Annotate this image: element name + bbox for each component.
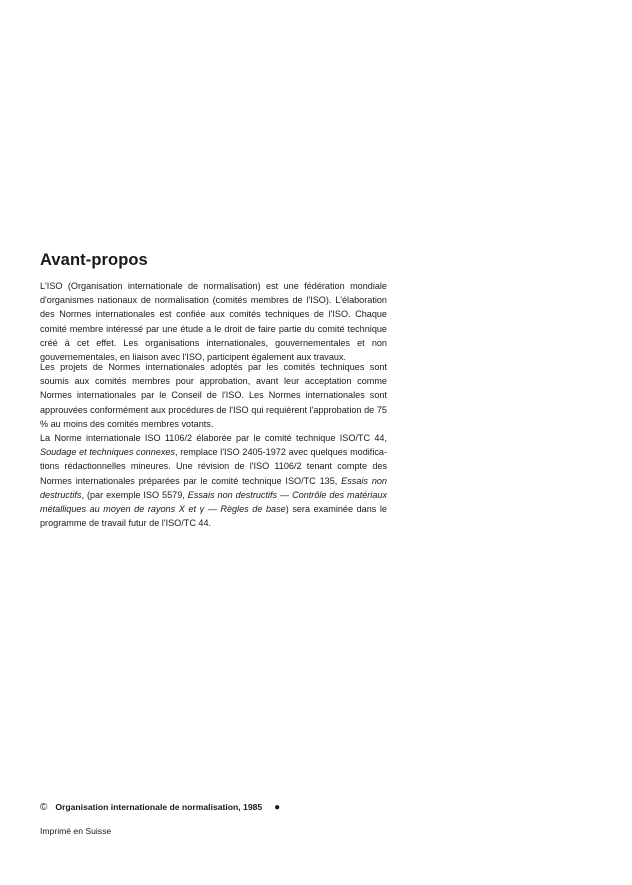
paragraph-text: , remplace l'ISO 2405-1972 avec quelques modifications rédactionnelles mineures. Une révision de l'ISO 1106/2 tenant compte des Normes internationales préparées par le comité technique ISO/TC 135,: [40, 447, 387, 486]
committee-title-italic: Essais non destructifs: [40, 475, 387, 500]
paragraph-text: La Norme internationale ISO 1106/2 élaborée par le comité technique ISO/TC 44,: [40, 433, 387, 443]
committee-title-italic: Soudage et techniques connexes: [40, 447, 175, 458]
standard-title-italic: Essais non destructifs — Contrôle des matériaux métalliques au moyen de rayons X et γ — Règles de base: [40, 489, 387, 515]
bullet-icon: ●: [274, 802, 281, 813]
copyright-text: Organisation internationale de normalisation, 1985: [55, 802, 263, 812]
foreword-paragraph-approval: Les projets de Normes internationales adoptés par les comités techniques sont soumis aux comités membres pour approbation, avant leur acceptation comme Normes internationales par le Conseil de l'ISO. Les Normes internationales sont approuvées conformément aux procédures de l'ISO qui requièrent l'approbation de 75 % au moins des comités membres votants.: [40, 362, 387, 429]
foreword-paragraph-iso: L'ISO (Organisation internationale de normalisation) est une fédération mondiale d'organismes nationaux de normalisation (comités membres de l'ISO). L'élaboration des Normes internationales est confiée aux comités techniques de l'ISO. Chaque comité membre intéressé par une étude a le droit de faire partie du comité technique créé à cet effet. Les organisations internationales, gouvernementales et non gouvernementales, en liaison avec l'ISO, participent également aux travaux.: [40, 281, 387, 363]
page-title: Avant-propos: [40, 251, 148, 269]
foreword-paragraph-standard: [40, 431, 387, 530]
paragraph-text: , (par exemple ISO 5579,: [81, 489, 188, 500]
printed-in-line: Imprimé en Suisse: [40, 826, 112, 836]
copyright-icon: ©: [40, 802, 48, 813]
paragraph-text: ) sera examinée dans le programme de travail futur de l'ISO/TC 44.: [40, 504, 387, 529]
copyright-line: [40, 802, 280, 813]
